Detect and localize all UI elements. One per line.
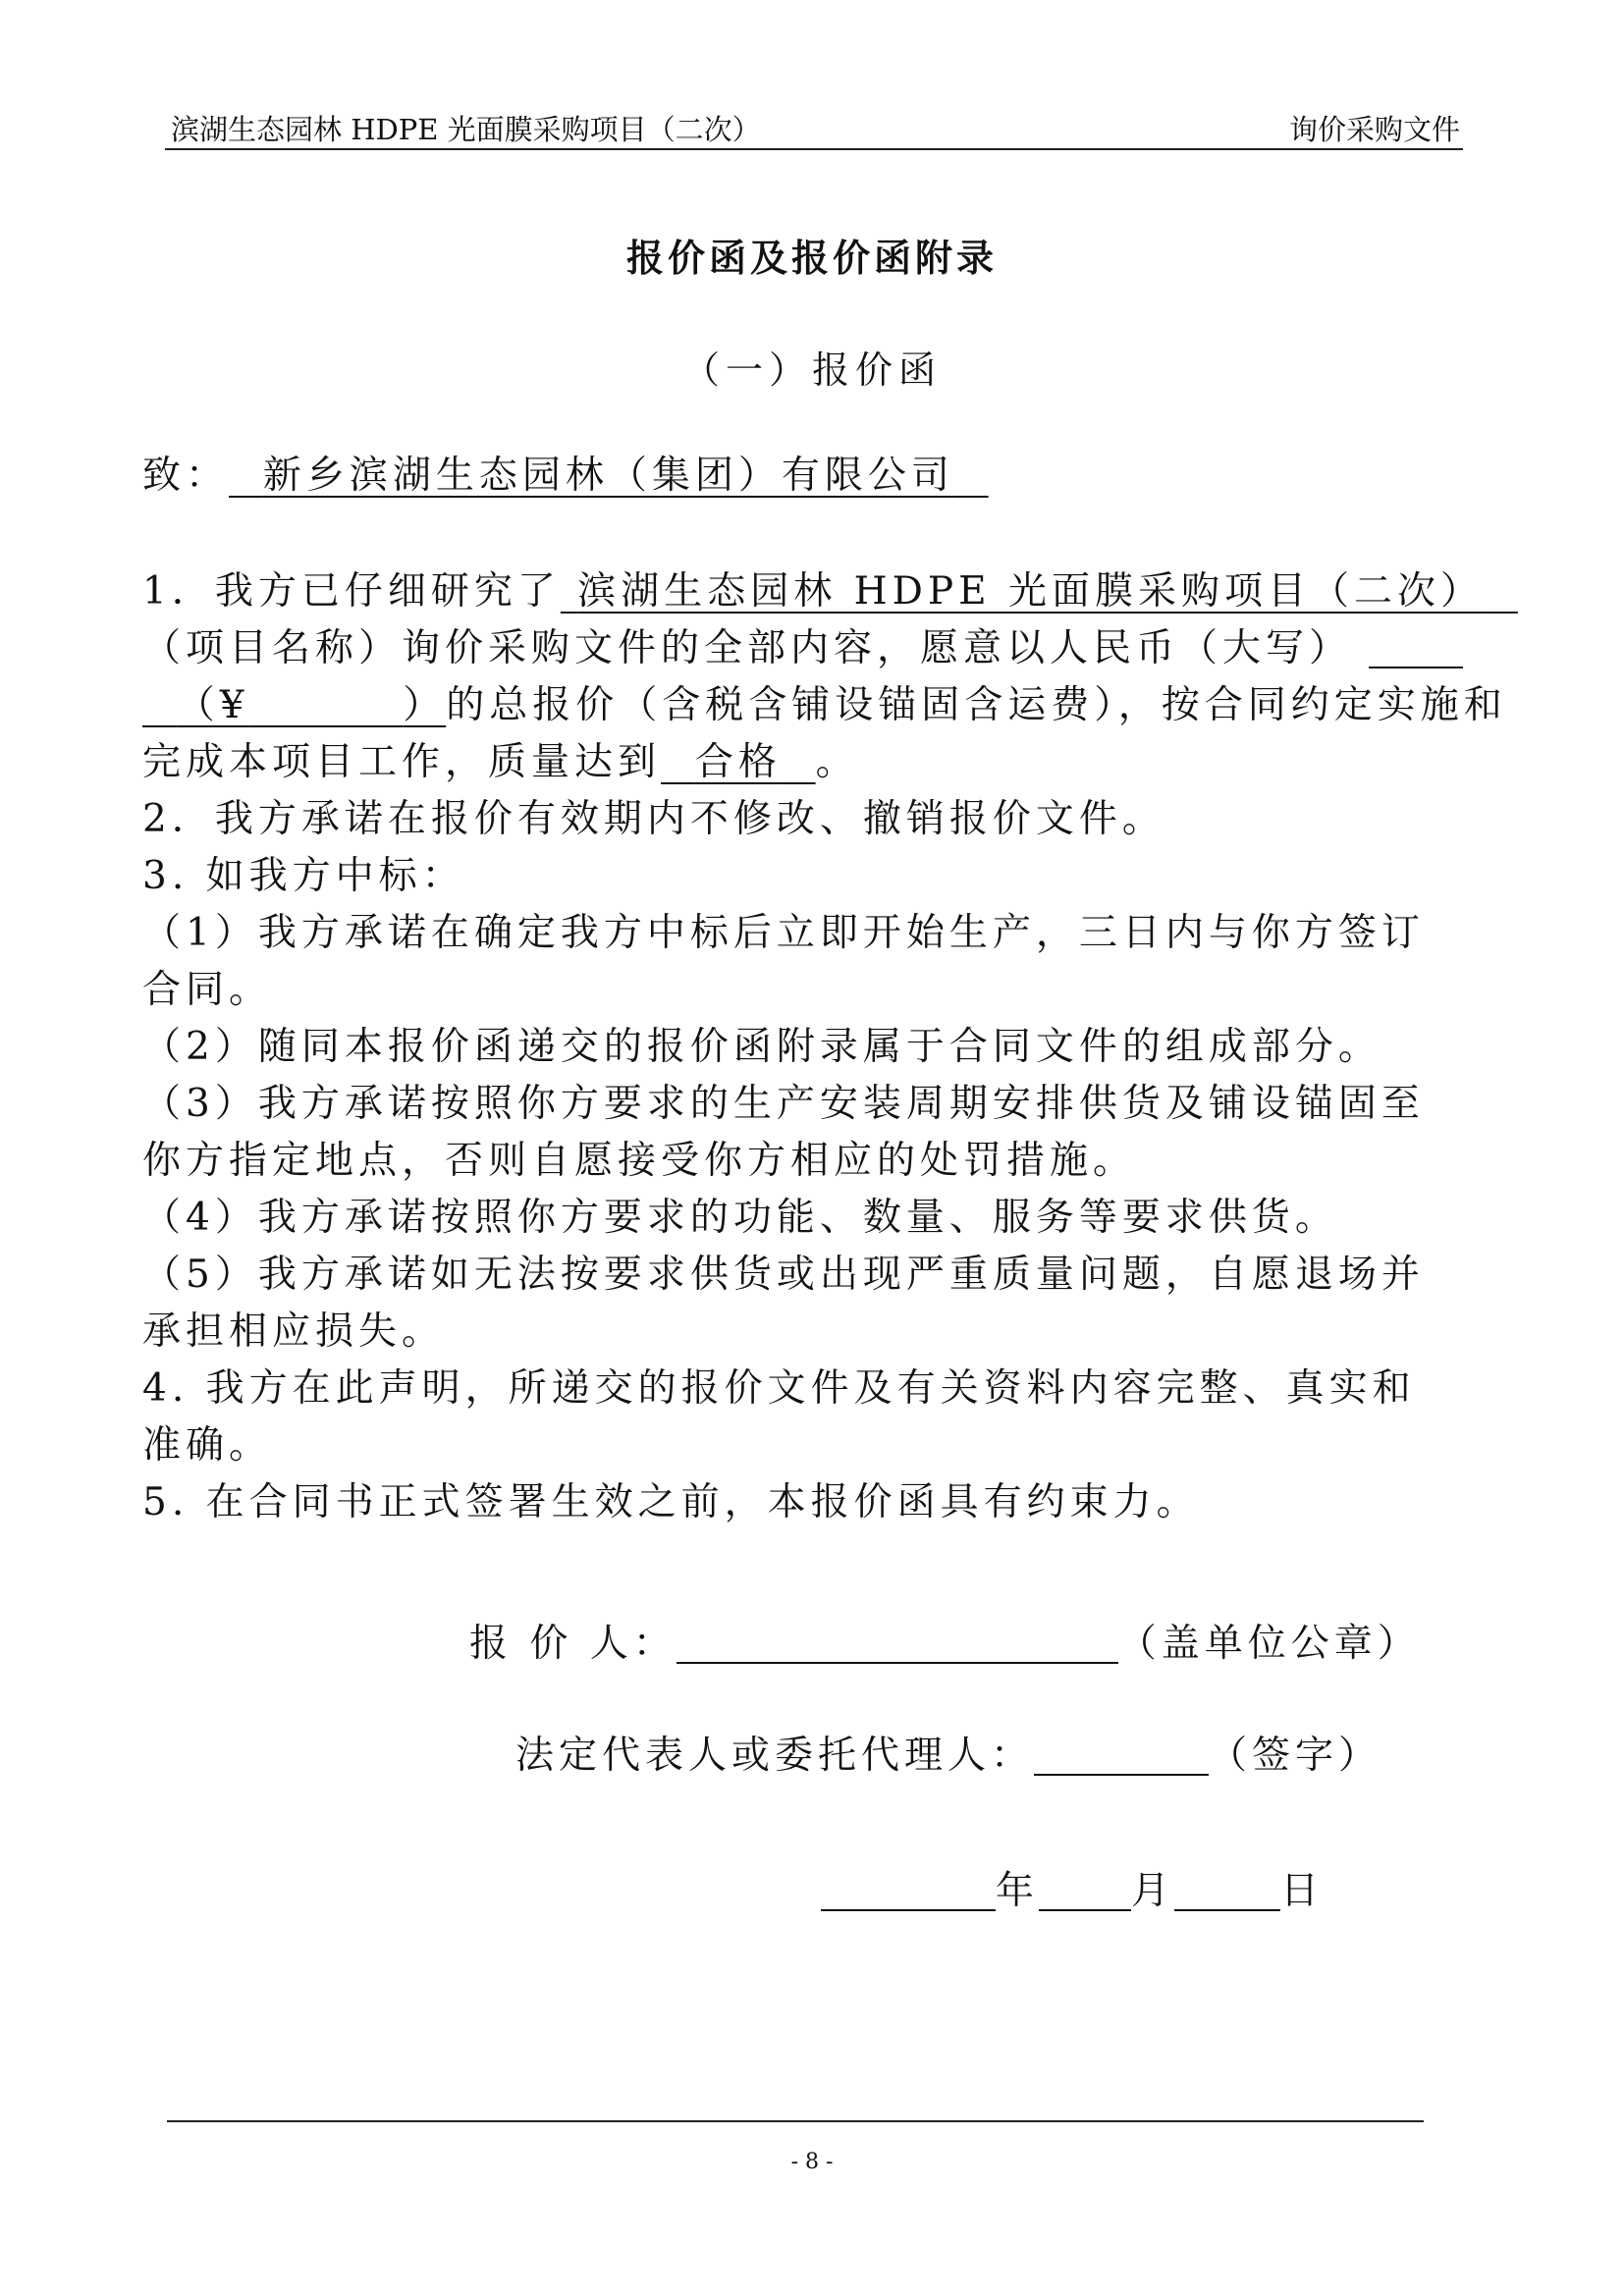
sub-clause-3-line-1: （3）我方承诺按照你方要求的生产安装周期安排供货及铺设锚固至 (142, 1082, 1425, 1126)
clause-1-text-a: 1．我方已仔细研究了 (142, 569, 561, 614)
year-blank[interactable] (821, 1866, 996, 1911)
company-seal-note: （盖单位公章） (1117, 1622, 1421, 1666)
bidder-signature-line (469, 1616, 1421, 1673)
clause-3: 3. 如我方中标： (142, 854, 465, 898)
clause-1-line-4 (142, 734, 1463, 791)
bidder-label: 报 价 人： (469, 1622, 677, 1666)
sub-clause-2: （2）随同本报价函递交的报价函附录属于合同文件的组成部分。 (142, 1025, 1381, 1069)
header-project-title: 滨湖生态园林 HDPE 光面膜采购项目（二次） (171, 113, 761, 146)
recipient-name-text: 新乡滨湖生态园林（集团）有限公司 (262, 454, 954, 498)
year-label: 年 (996, 1869, 1040, 1913)
month-label: 月 (1131, 1869, 1175, 1913)
clause-1-text-d: 完成本项目工作，质量达到 (142, 740, 662, 784)
date-line (821, 1863, 1324, 1920)
clause-2: 2．我方承诺在报价有效期内不修改、撤销报价文件。 (142, 797, 1165, 841)
sub-clause-3-line-2: 你方指定地点，否则自愿接受你方相应的处罚措施。 (142, 1139, 1137, 1183)
sub-clause-1-line-1: （1）我方承诺在确定我方中标后立即开始生产，三日内与你方签订 (142, 911, 1425, 955)
clause-1-text-e: 。 (815, 740, 859, 784)
clause-1-line-2 (142, 620, 1463, 677)
month-blank[interactable] (1039, 1866, 1131, 1911)
day-blank[interactable] (1174, 1866, 1280, 1911)
sub-clause-5-line-2: 承担相应损失。 (142, 1309, 446, 1354)
sub-clause-4: （4）我方承诺按照你方要求的功能、数量、服务等要求供货。 (142, 1196, 1338, 1240)
quality-field (661, 740, 816, 784)
amount-in-words-blank (1369, 623, 1463, 668)
sub-clause-5-line-1: （5）我方承诺如无法按要求供货或出现严重质量问题，自愿退场并 (142, 1253, 1425, 1297)
representative-label: 法定代表人或委托代理人： (515, 1734, 1035, 1778)
clause-4-line-2: 准确。 (142, 1423, 273, 1468)
clause-5: 5. 在合同书正式签署生效之前，本报价函具有约束力。 (142, 1480, 1200, 1524)
clause-1-line-1 (142, 563, 1485, 620)
clause-4-line-1: 4. 我方在此声明，所递交的报价文件及有关资料内容完整、真实和 (142, 1366, 1416, 1411)
header-document-type: 询价采购文件 (1288, 113, 1460, 146)
project-name-field (561, 569, 1518, 614)
representative-signature-line (515, 1728, 1381, 1785)
project-name: 滨湖生态园林 HDPE 光面膜采购项目（二次） (577, 569, 1485, 614)
clause-1-text-b: （项目名称）询价采购文件的全部内容，愿意以人民币（大写） (142, 626, 1353, 670)
representative-blank[interactable] (1034, 1731, 1209, 1776)
yen-close: ） (403, 683, 447, 727)
recipient-line (142, 448, 1463, 563)
amount-in-figures-field (142, 683, 446, 727)
clause-1-text-c: 的总报价（含税含铺设锚固含运费），按合同约定实施和 (446, 683, 1507, 727)
page-number: - 8 - (790, 2150, 834, 2174)
section-title: （一）报价函 (681, 348, 942, 392)
clause-1-line-3 (142, 677, 1507, 734)
header-divider (165, 148, 1463, 150)
footer-divider (167, 2120, 1424, 2122)
recipient-name (229, 454, 989, 498)
yen-symbol: （¥ (176, 683, 249, 727)
quality-value: 合格 (694, 740, 782, 784)
signature-note: （签字） (1209, 1734, 1382, 1778)
sub-clause-1-line-2: 合同。 (142, 968, 273, 1012)
bidder-blank[interactable] (677, 1619, 1118, 1664)
page-title: 报价函及报价函附录 (625, 236, 998, 280)
day-label: 日 (1280, 1869, 1325, 1913)
recipient-prefix: 致： (142, 454, 230, 498)
letter-body (142, 448, 1507, 1531)
